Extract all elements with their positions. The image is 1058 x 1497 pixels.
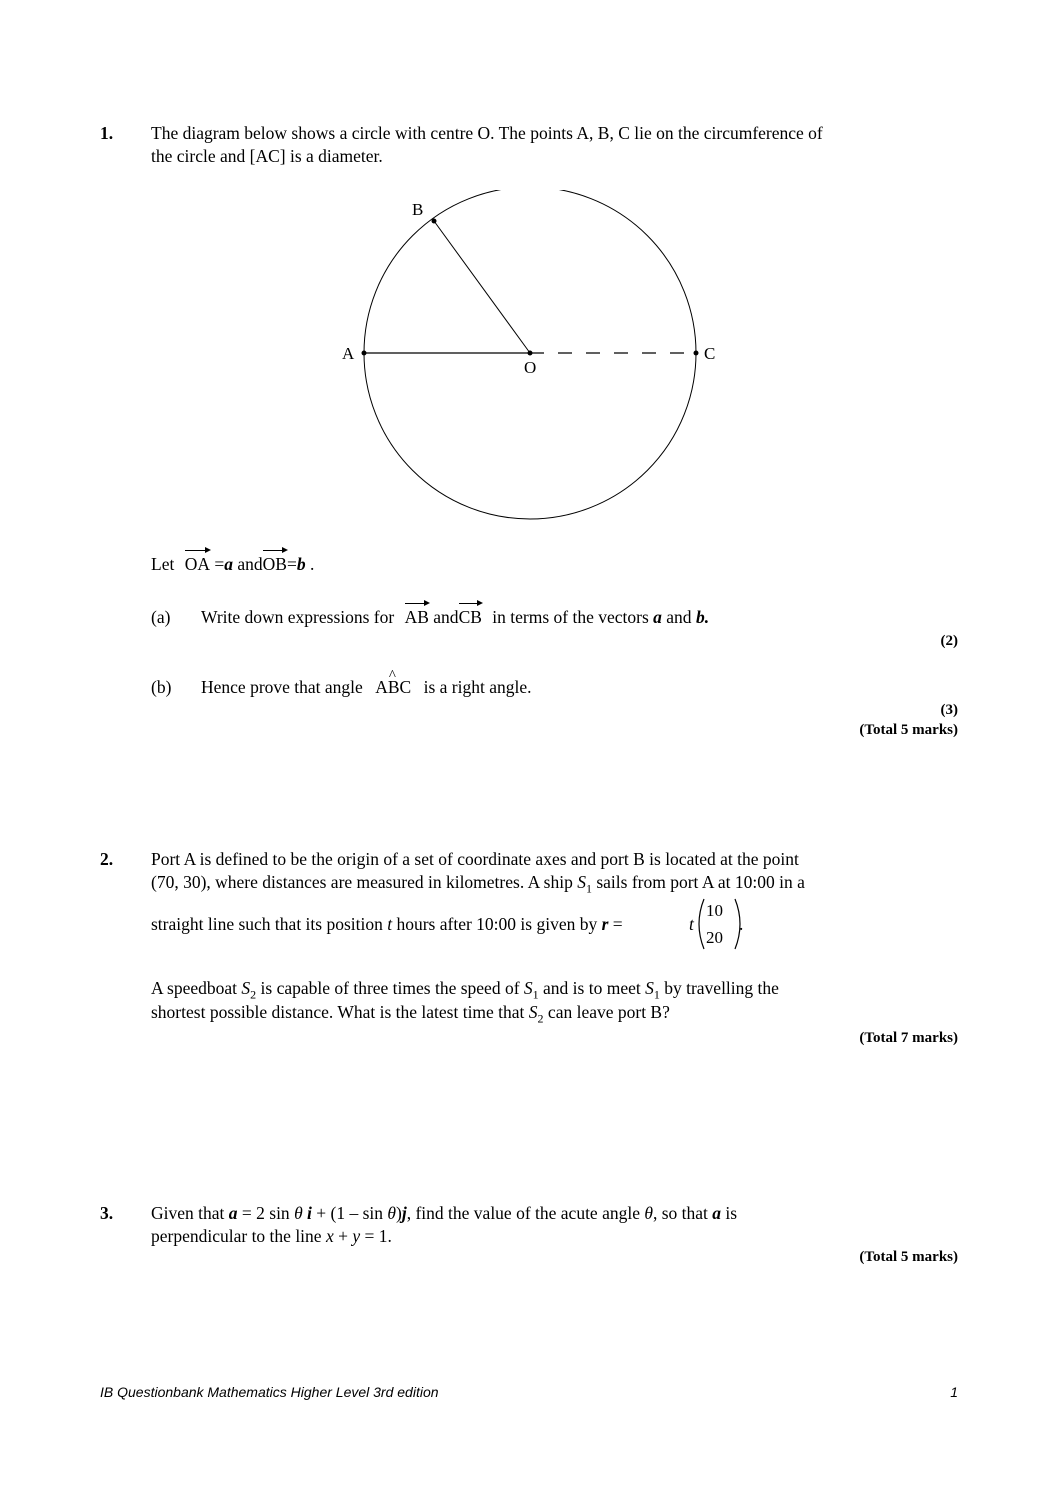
vector-OA: OA: [184, 554, 210, 574]
period: .: [309, 554, 315, 574]
let-word: Let: [151, 554, 175, 574]
q3-l1-c: + (1 – sin: [316, 1203, 384, 1223]
equals: =: [214, 554, 225, 574]
q2-p2-line2-suffix: can leave port B?: [547, 1002, 670, 1022]
subscript-1: 1: [532, 987, 539, 1002]
q1-total-marks: (Total 5 marks): [859, 722, 958, 738]
plus: +: [338, 1226, 348, 1246]
q2-p2-line2-prefix: shortest possible distance. What is the latest time that: [151, 1002, 525, 1022]
q3-total-marks: (Total 5 marks): [859, 1249, 958, 1265]
boat-s: S: [528, 1002, 538, 1022]
q2-p2-a: A speedboat: [151, 978, 238, 998]
subscript-2: 2: [250, 987, 257, 1002]
ship-s: S: [577, 872, 586, 892]
q3-l1-d: ): [396, 1203, 402, 1223]
q3-l2-b: = 1.: [364, 1226, 392, 1246]
label-A: A: [342, 344, 355, 363]
vector-OB: OB: [262, 554, 287, 574]
left-paren: [699, 899, 704, 949]
ship-s: S: [523, 978, 533, 998]
q1-part-a-label: (a): [151, 607, 171, 627]
q2-p2-b: is capable of three times the speed of: [260, 978, 520, 998]
vector-a: a: [224, 554, 233, 574]
q2-p2-d: by travelling the: [664, 978, 779, 998]
var-t: t: [387, 914, 393, 934]
vector-CB: CB: [458, 607, 482, 627]
q2-line3: [151, 913, 623, 935]
q1-part-a-text: [201, 606, 709, 628]
var-t-coefficient: t: [689, 914, 694, 934]
q3-number: 3.: [100, 1203, 114, 1223]
point-C: [694, 351, 699, 356]
vector-a: a: [712, 1203, 722, 1223]
label-C: C: [704, 344, 716, 363]
q1-intro-line1: The diagram below shows a circle with centre O. The points A, B, C lie on the circumference of: [151, 123, 823, 143]
label-O: O: [524, 358, 537, 377]
vector-r: r: [601, 914, 609, 934]
vector-bottom-value: 20: [706, 928, 723, 947]
point-B: [432, 219, 437, 224]
q3-l1-e: , find the value of the acute angle: [406, 1203, 640, 1223]
var-x: x: [325, 1226, 334, 1246]
q1-part-b-text: [201, 676, 531, 698]
label-B: B: [412, 200, 424, 219]
boat-s: S: [241, 978, 251, 998]
q2-line2-suffix: sails from port A at 10:00 in a: [596, 872, 805, 892]
page-number: 1: [950, 1384, 958, 1400]
unit-j: j: [401, 1203, 407, 1223]
q1-part-b-label: (b): [151, 677, 172, 697]
subscript-1: 1: [585, 881, 592, 896]
angle-ABC: [375, 677, 411, 697]
q2-line1: Port A is defined to be the origin of a set of coordinate axes and port B is located at the point: [151, 849, 799, 869]
q3-line1: [151, 1202, 737, 1224]
theta: θ: [294, 1203, 303, 1223]
part-b-prefix: Hence prove that angle: [201, 677, 363, 697]
q1-number: 1.: [100, 123, 114, 143]
and-word: and: [666, 607, 692, 627]
q3-l2-a: perpendicular to the line: [151, 1226, 322, 1246]
vector-a: a: [228, 1203, 238, 1223]
and-word: and: [433, 607, 459, 627]
unit-i: i: [307, 1203, 312, 1223]
and-word: and: [237, 554, 263, 574]
point-A: [362, 351, 367, 356]
q3-line2: [151, 1225, 392, 1247]
vector-top-value: 10: [706, 901, 723, 920]
q2-line2-prefix: (70, 30), where distances are measured in kilometres. A ship: [151, 872, 573, 892]
vector-b: b: [296, 554, 306, 574]
theta: θ: [387, 1203, 397, 1223]
q2-number: 2.: [100, 849, 114, 869]
q1-intro-line2: the circle and [AC] is a diameter.: [151, 146, 383, 166]
column-vector: [695, 896, 745, 952]
part-a-suffix: in terms of the vectors: [492, 607, 649, 627]
q2-line3-mid: hours after 10:00 is given by: [396, 914, 598, 934]
q1-part-a-marks: (2): [940, 633, 958, 649]
equals: =: [286, 554, 297, 574]
q2-period: .: [739, 914, 744, 934]
point-O: [528, 351, 533, 356]
vector-AB: AB: [404, 607, 429, 627]
q3-l1-f: , so that: [652, 1203, 708, 1223]
q2-line3-prefix: straight line such that its position: [151, 914, 383, 934]
vector-a: a: [653, 607, 662, 627]
equals: =: [612, 914, 623, 934]
angle-vertex-a: A: [375, 677, 388, 697]
subscript-1: 1: [653, 987, 660, 1002]
part-b-suffix: is a right angle.: [423, 677, 532, 697]
q3-l1-b: = 2 sin: [241, 1203, 290, 1223]
q1-part-b-marks: (3): [940, 702, 958, 718]
q3-l1-g: is: [725, 1203, 738, 1223]
q3-l1-a: Given that: [151, 1203, 225, 1223]
circle-diagram: [330, 190, 730, 530]
q2-total-marks: (Total 7 marks): [859, 1030, 958, 1046]
part-a-prefix: Write down expressions for: [201, 607, 395, 627]
footer-title: IB Questionbank Mathematics Higher Level 3rd edition: [100, 1384, 439, 1400]
angle-vertex-c: C: [399, 677, 412, 697]
subscript-2: 2: [537, 1011, 544, 1026]
q1-let-line: [151, 553, 314, 575]
vector-b: b.: [695, 607, 710, 627]
var-y: y: [352, 1226, 361, 1246]
radius-OB: [434, 221, 530, 353]
angle-vertex-b: B ^: [388, 676, 400, 698]
q2-para2-line2: [151, 1001, 670, 1030]
q2-p2-c: and is to meet: [543, 978, 641, 998]
theta: θ: [644, 1203, 653, 1223]
ship-s: S: [645, 978, 654, 998]
